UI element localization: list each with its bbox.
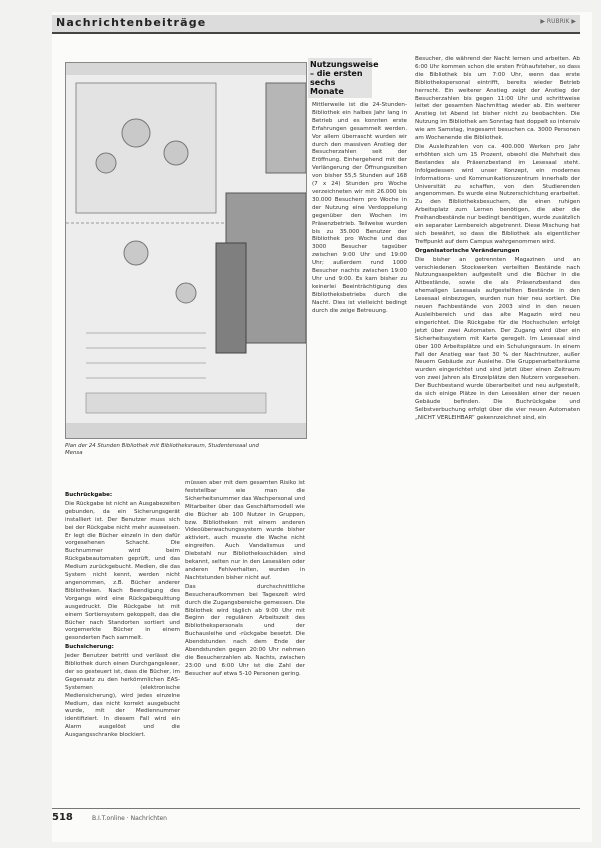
paragraph: Das durchschnittliche Besucheraufkommen bei Tageszeit wird durch die Zugangsbereiche gemessen. Die Bibliothek wird täglich ab 9:00 Uhr mit Beginn der regulären Arbeitszeit des Bibliothekspersonals und der Buchausleihe und -rückgabe besetzt. Die Abendstunden nach dem Ende der Abendstunden gegen 20:00 Uhr nehmen die Besucherzahlen ab. Nachts, zwischen 23:00 und 6:00 Uhr ist die Zahl der Besucher auf etwa 5-10 Personen gering.	[185, 583, 305, 677]
column-4	[415, 56, 580, 424]
sidebar-paragraph: Mittlerweile ist die 24-Stunden-Bibliothek ein halbes Jahr lang in Betrieb und es konnten erste Erfahrungen gesammelt werden. Vor allem überrascht wurden wir durch den massiven Anstieg der Besucherzahlen seit der Eröffnung. Einhergehend mit der Verlängerung der Öffnungszeiten von bisher 55,5 Stunden auf 168 (7 x 24) Stunden pro Woche verzeichneten wir mit 26.000 bis 30.000 Besuchern pro Woche in der Nutzung eine Verdoppelung gegenüber den Wochen im Präsenzbetrieb. Teilweise wurden bis zu 35.000 Benutzer der Bibliothek pro Woche und das 3000 Besucher tagsüber zwischen 9:00 Uhr und 19:00 Uhr; außerdem rund 1000 Besucher nachts zwischen 19:00 Uhr und 9:00. Es kam bisher zu keinerlei Beeinträchtigung des Bibliotheksbetriebs durch die Nacht. Dies ist vielleicht bedingt durch die zeige Betreuung.	[312, 102, 407, 314]
paragraph: Die bisher an getrennten Magazinen und an verschiedenen Stockwerken verteilten Bestände nach Nutzungsaspekten aufgestellt und die Bücher in die Altbestände, sowie die als Präsenzbestand des ehemaligen Lesesaals aufgestellten Bestände in den Lesesaal einbezogen, wurden nun hier neu sortiert. Die neuen Fachbestände von 2003 sind in den neuen Ausleihbereich und das alte Magazin wird neu eingerichtet. Die Rückgabe für die Hochschulen erfolgt jetzt über zwei Automaten. Der Zugang wird über ein Sicherheitssystem mit Karte geregelt. Im Lesesaal sind über 100 Arbeitsplätze und ein Schulungsraum. In einem Fall der Anstieg war fast 30 % der Nachtnutzer, außer Neuem Gebäude zur Ausleihe. Die Gruppenarbeitsräume wurden eingerichtet und sind jetzt über einen Zeitraum von zwei Jahren als Einzelplätze den Nutzern vorgesehen. Der Buchbestand wurde überarbeitet und neu aufgestellt, da sich einige Plätze in den Lesesälen einer der neuen Gebäude befinden. Die Buchrückgabe und Selbstverbuchung erfolgt über die vier neuen Automaten „NICHT VERLEIHBAR“ gekennzeichnet sind, ein	[415, 256, 580, 421]
column-1	[65, 492, 180, 741]
subhead-buchsicherung: Buchsicherung:	[65, 644, 114, 651]
footer-rule	[52, 808, 580, 809]
subhead-buchrueckgabe: Buchrückgabe:	[65, 492, 113, 498]
paragraph: Die Rückgabe ist nicht an Ausgabezeiten gebunden, da ein Sicherungsgerät installiert ist. Der Benutzer muss sich bei der Rückgabe nicht mehr ausweisen. Er legt die Bücher einzeln in den dafür vorgesehenen Schacht. Die Buchnummer wird beim Rückgabeautomaten geprüft, und das Medium zurückgebucht. Medien, die das System nicht kennt, werden nicht angenommen, z.B. Bücher anderer Bibliotheken. Nach Beendigung des Vorgangs wird eine Rückgabequittung ausgedruckt. Die Rückgabe ist mit einem Sortiersystem gekoppelt, das die Bücher nach Standorten sortiert und vorgemerkte Bücher in einem gesonderten Fach sammelt.	[65, 500, 180, 642]
paragraph: müssen aber mit dem gesamten Risiko ist feststellbar wie man die Sicherheitsnummer das Wachpersonal und Mitarbeiter über das Geschäftsmodell wie die Bücher ab 100 Nutzer in Gruppen, bzw. Bibliotheken mit einem anderen Videoüberwachungssystem wurde bisher aktiviert, auch musste die Wache nicht eingreifen. Auch Vandalismus und Diebstahl nur Bibliotheksschäden sind bekannt, selten nur in den Lesesälen oder anderen Fehlverhalten, wurden in Nachtstunden bisher nicht auf.	[185, 480, 305, 581]
paragraph: Die Ausleihzahlen von ca. 400.000 Werken pro Jahr erhöhten sich um 15 Prozent, obwohl die Mehrheit des Bestandes als Präsenzbestand im Lesesaal steht. Infolgedessen wird unser Konzept, ein modernes Informations- und Kommunikationszentrum innerhalb der Universität zu schaffen, von den Studierenden angenommen. Es wurde eine Nutzerschichtung erarbeitet. Zu den Bibliotheksbesuchern, die einen ruhigen Arbeitsplatz zum Lernen benötigen, die aber die Freihandbestände nur bedingt benötigen, wurde zusätzlich ein separater Lernbereich abgetrennt. Diese Mischung hat sich bewährt, so dass die Bibliothek als eigentlicher Treffpunkt auf dem Campus wahrgenommen wird.	[415, 143, 580, 245]
journal-name: B.I.T.online · Nachrichten	[92, 815, 167, 822]
paragraph: Jeder Benutzer betritt und verlässt die Bibliothek durch einen Durchgangsleser, der so gesteuert ist, dass die Bücher, im Gegensatz zu den herkömmlichen EAS-Systemen (elektronische Mediensicherung), wird jedes einzelne Medium, das nicht korrekt ausgebucht wurde, mit der Mediennummer identifiziert. In diesem Fall wird ein Alarm ausgelöst und die Ausgangsschranke blockiert.	[65, 653, 180, 739]
figure-caption: Plan der 24 Stunden Bibliothek mit Bibliotheksraum, Studentensaal und Mensa	[65, 443, 259, 456]
header-bar	[52, 15, 580, 34]
section-label: ▶ RUBRIK ▶	[540, 18, 576, 25]
floor-plan-drawing	[66, 63, 306, 438]
section-heading: Organisatorische Veränderungen	[415, 247, 520, 254]
sidebar-title: Nutzungsweise – die ersten sechs Monate	[310, 60, 379, 96]
sidebar-text	[312, 102, 407, 316]
page-number: 518	[52, 812, 73, 823]
section-title: Nachrichtenbeiträge	[56, 16, 207, 29]
paragraph: Besucher, die während der Nacht lernen und arbeiten. Ab 6:00 Uhr kommen schon die ersten Frühaufsteher, so dass die Bibliothek bis um 7:00 Uhr, wenn das erste Bibliothekspersonal eintrifft, bereits wieder Betrieb herrscht. Ein weiterer Anstieg zeigt der Anstieg der Besucherzahlen bis gegen 11:00 Uhr und schrittweise leitet der gesamten Nachmittag wieder ab. Ein weiterer Anstieg ist Abend ist bisher nicht zu beobachten. Die Nutzung im Bibliothek am Sonntag fast doppelt so intensiv wie am Samstag, insgesamt besuchen ca. 3000 Personen am Wochenende die Bibliothek.	[415, 56, 580, 142]
floor-plan-figure	[65, 62, 307, 439]
column-2	[185, 480, 305, 680]
footer	[52, 812, 532, 826]
